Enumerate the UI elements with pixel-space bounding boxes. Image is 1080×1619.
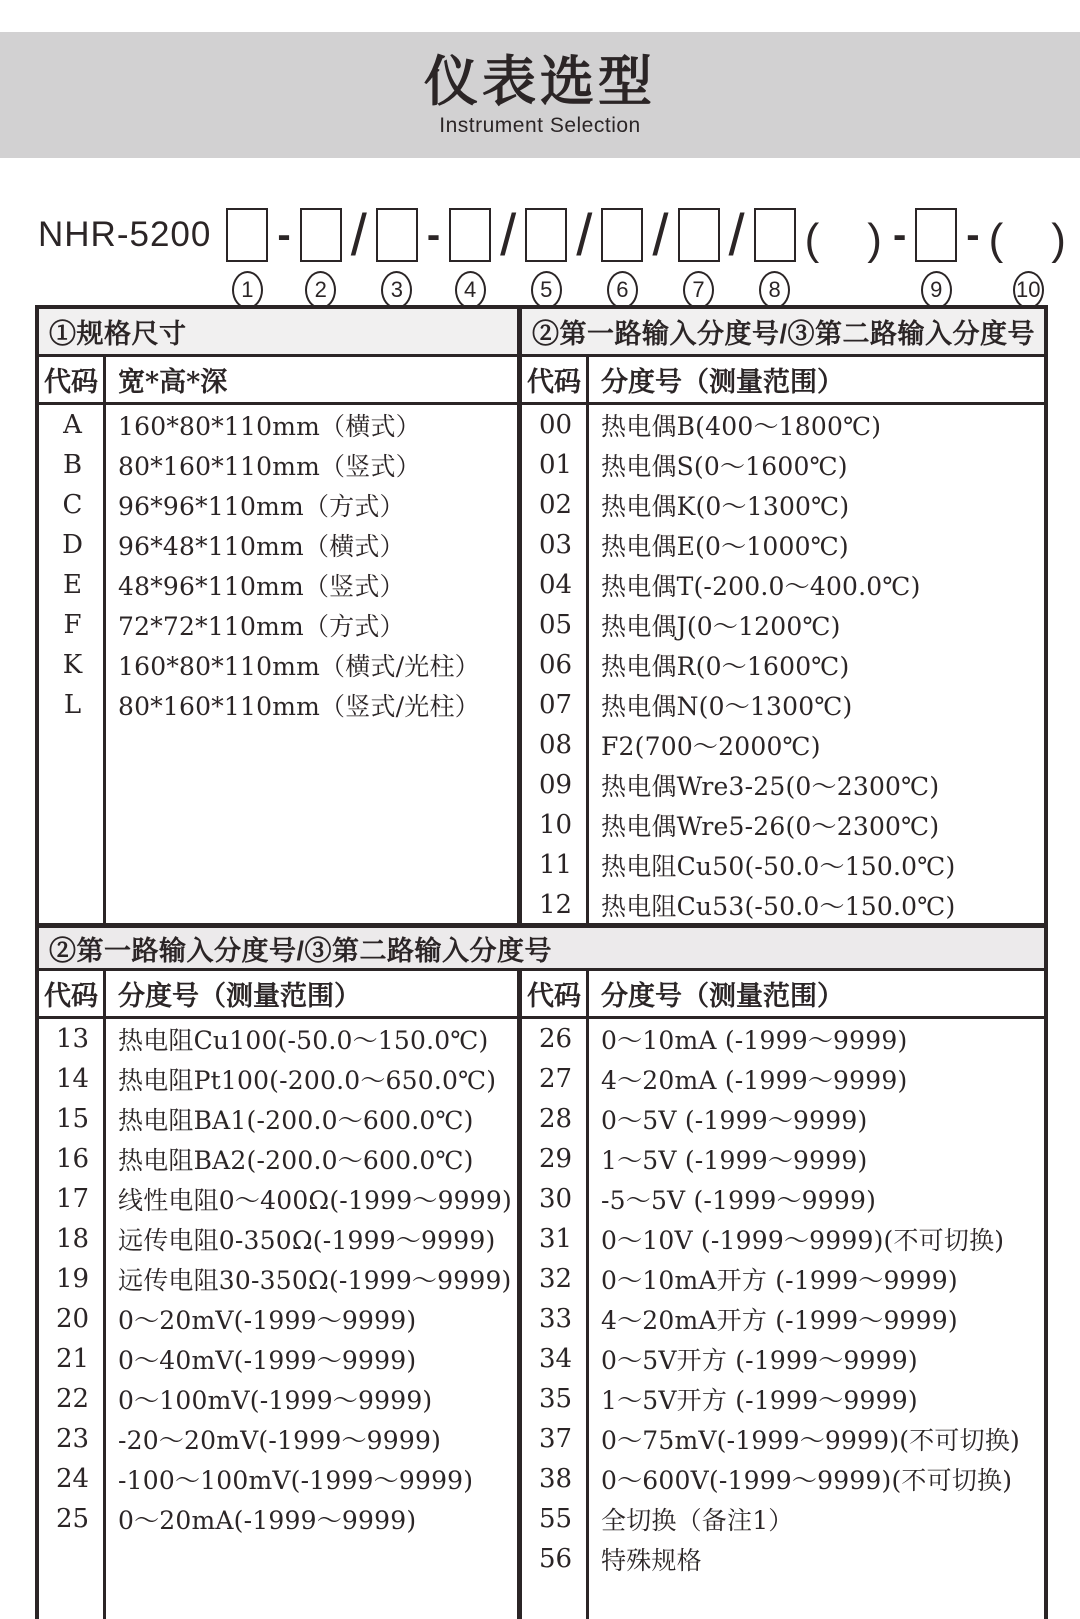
model-box [601,206,643,309]
range-column-header: 分度号（测量范围） [601,981,844,1012]
row-code: 04 [538,570,573,600]
model-box [525,206,567,309]
row-description: -20～20mV(-1999～9999) [118,1426,442,1455]
table-row [522,405,1044,445]
model-slash [500,202,517,309]
model-box-slot [754,206,796,264]
model-dash-glyph: - [426,212,441,257]
code-column-header: 代码 [522,357,589,402]
table-row [522,1419,1044,1459]
row-description: 80*160*110mm（竖式） [118,452,421,481]
row-code: L [63,690,82,720]
table-row [39,685,517,725]
row-description: 72*72*110mm（方式） [118,612,405,641]
model-code-box [376,208,418,262]
section1-spec-header: ①规格尺寸 [39,309,517,357]
row-code: 01 [538,450,573,480]
row-code: 17 [55,1184,90,1214]
section1-input-subtable [517,309,1044,923]
table-row [39,1299,517,1339]
page-subtitle: Instrument Selection [439,114,641,137]
row-code: 06 [538,650,573,680]
table-row [522,885,1044,923]
model-slash [728,202,745,309]
table-row [522,645,1044,685]
row-description: 线性电阻0～400Ω(-1999～9999) [118,1186,512,1215]
model-box-slot [449,206,491,264]
table-row [522,1539,1044,1579]
row-code: 37 [538,1424,573,1454]
table-row [522,1139,1044,1179]
row-description: 0～10V (-1999～9999)(不可切换) [601,1226,1005,1255]
row-code: 08 [538,730,573,760]
table-row [39,1179,517,1219]
table-row [522,685,1044,725]
row-description: 0～600V(-1999～9999)(不可切换) [601,1466,1013,1495]
row-description: 4～20mA开方 (-1999～9999) [601,1306,958,1335]
table-row [39,565,517,605]
row-code: 25 [55,1504,90,1534]
range-column-header: 分度号（测量范围） [601,367,844,398]
model-number-slot [232,271,263,309]
table-row [39,605,517,645]
model-box-slot [525,206,567,264]
row-code: 07 [538,690,573,720]
row-description: 160*80*110mm（横式/光柱） [118,652,480,681]
model-code-box [754,208,796,262]
row-code: 16 [55,1144,90,1174]
model-code-box [678,208,720,262]
table-row [39,1459,517,1499]
model-dash-glyph: - [966,212,980,257]
model-number-slot [1013,271,1044,309]
model-parens-glyph: ( ) [988,215,1068,264]
row-description: 0～100mV(-1999～9999) [118,1386,433,1415]
row-description: 0～20mA(-1999～9999) [118,1506,417,1535]
model-label-glyph: NHR-5200 [38,215,212,254]
row-description: 热电偶Wre5-26(0～2300℃) [601,812,940,841]
section2-header: ②第一路输入分度号/③第二路输入分度号 [39,923,1044,971]
row-description: 热电偶E(0～1000℃) [601,532,849,561]
row-code: 33 [538,1304,573,1334]
model-dash [277,206,290,309]
table-row [522,1299,1044,1339]
table-row [522,605,1044,645]
row-code: 55 [538,1504,573,1534]
table-row [39,1419,517,1459]
section1-input-column-header [522,357,1044,405]
row-description: 80*160*110mm（竖式/光柱） [118,692,480,721]
table-row [522,805,1044,845]
table-row [39,1259,517,1299]
table-row [522,1099,1044,1139]
table-row [522,445,1044,485]
row-description: 热电阻BA1(-200.0～600.0℃) [118,1106,474,1135]
row-code: 23 [55,1424,90,1454]
model-number-slot [921,271,952,309]
row-code: 18 [55,1224,90,1254]
row-code: B [62,450,83,480]
circled-number: 1 [232,271,263,309]
section1-spec-rows [39,405,517,923]
model-dash [966,206,979,309]
table-row [522,1219,1044,1259]
model-slash [576,202,593,309]
row-code: 32 [538,1264,573,1294]
model-box-slot [376,206,418,264]
model-slash-glyph: / [576,202,593,268]
circled-number: 9 [921,271,952,309]
model-dash [893,206,906,309]
model-code-box [525,208,567,262]
size-column-header: 宽*高*深 [118,367,228,398]
model-label [38,206,217,309]
row-code: D [62,530,83,560]
row-description: 热电阻Cu50(-50.0～150.0℃) [601,852,956,881]
section2-right-subtable [517,971,1044,1619]
table-row [39,1339,517,1379]
table-row [522,1019,1044,1059]
row-description: 全切换（备注1） [601,1506,794,1535]
section2-left-subtable [39,971,517,1619]
table-row [522,1499,1044,1539]
row-code: 19 [55,1264,90,1294]
row-code: 13 [55,1024,90,1054]
model-box [915,206,957,309]
page-title: 仪表选型 [424,52,656,112]
model-number-slot [683,271,714,309]
circled-number: 5 [531,271,562,309]
row-description: F2(700～2000℃) [601,732,821,761]
table-row [39,1499,517,1539]
model-slash [652,202,669,309]
row-code: 34 [538,1344,573,1374]
row-description: 1～5V (-1999～9999) [601,1146,868,1175]
circled-number: 6 [607,271,638,309]
row-description: 0～20mV(-1999～9999) [118,1306,417,1335]
row-description: 4～20mA (-1999～9999) [601,1066,908,1095]
table-row [39,1019,517,1059]
row-description: 96*48*110mm（横式） [118,532,405,561]
table-row [39,1099,517,1139]
model-dash-glyph: - [892,212,907,257]
section2-right-column-header [522,971,1044,1019]
circled-number: 3 [381,271,412,309]
row-code: 29 [538,1144,573,1174]
row-code: 30 [538,1184,573,1214]
section2-left-rows [39,1019,517,1619]
row-description: 热电偶Wre3-25(0～2300℃) [601,772,940,801]
row-description: 热电阻Cu53(-50.0～150.0℃) [601,892,956,921]
model-dash-glyph: - [277,212,291,257]
model-slash [350,202,367,309]
table-row [39,1219,517,1259]
table-row [522,1259,1044,1299]
model-number-slot [455,271,486,309]
model-slash-glyph: / [500,202,517,268]
row-code: 09 [538,770,573,800]
row-code: 28 [538,1104,573,1134]
row-description: 热电偶N(0～1300℃) [601,692,853,721]
table-row [522,1059,1044,1099]
row-description: 特殊规格 [601,1546,702,1575]
row-code: 15 [55,1104,90,1134]
model-box-slot [226,206,268,264]
model-box [754,206,796,309]
row-description: 0～10mA (-1999～9999) [601,1026,908,1055]
row-code: 03 [538,530,573,560]
model-code-line [38,202,1068,309]
circled-number: 4 [455,271,486,309]
section1-input-header: ②第一路输入分度号/③第二路输入分度号 [522,309,1044,357]
section1-spec-column-header [39,357,517,405]
model-number-slot [305,271,336,309]
model-box [678,206,720,309]
section1 [39,309,1044,923]
model-code-box [449,208,491,262]
row-description: 热电偶B(400～1800℃) [601,412,882,441]
row-description: 热电阻BA2(-200.0～600.0℃) [118,1146,474,1175]
table-row [522,1179,1044,1219]
section2-right-rows [522,1019,1044,1619]
row-description: 热电偶T(-200.0～400.0℃) [601,572,921,601]
model-box-slot [678,206,720,264]
table-row [522,725,1044,765]
section1-input-rows [522,405,1044,923]
row-code: 00 [538,410,573,440]
row-code: F [63,610,82,640]
table-row [39,445,517,485]
row-description: 0～75mV(-1999～9999)(不可切换) [601,1426,1020,1455]
row-code: 31 [538,1224,573,1254]
row-description: 0～10mA开方 (-1999～9999) [601,1266,958,1295]
row-code: 22 [55,1384,90,1414]
row-description: 0～5V开方 (-1999～9999) [601,1346,918,1375]
row-code: 26 [538,1024,573,1054]
row-code: C [62,490,83,520]
row-description: -100～100mV(-1999～9999) [118,1466,474,1495]
model-box-slot [915,206,957,264]
row-description: 160*80*110mm（横式） [118,412,421,441]
model-number-slot [607,271,638,309]
row-code: E [63,570,82,600]
row-code: 11 [538,850,573,880]
row-description: 热电偶S(0～1600℃) [601,452,848,481]
row-description: 热电偶J(0～1200℃) [601,612,841,641]
code-column-header: 代码 [39,971,106,1016]
table-row [522,1339,1044,1379]
model-box-slot [601,206,643,264]
table-row [39,1059,517,1099]
table-row [39,525,517,565]
model-code-box [915,208,957,262]
model-parens [805,206,884,309]
title-band [0,32,1080,158]
table-row [39,485,517,525]
model-box-slot [300,206,342,264]
model-number-slot [531,271,562,309]
row-description: 热电偶R(0～1600℃) [601,652,850,681]
model-slash-glyph: / [728,202,745,268]
table-row [522,845,1044,885]
row-description: 远传电阻0-350Ω(-1999～9999) [118,1226,496,1255]
row-code: K [62,650,83,680]
model-parens [989,206,1068,309]
model-box [226,206,268,309]
table-row [522,1459,1044,1499]
circled-number: 10 [1013,271,1044,309]
code-column-header: 代码 [39,357,106,402]
table-row [522,1379,1044,1419]
model-code-box [226,208,268,262]
row-code: 27 [538,1064,573,1094]
section2-left-column-header [39,971,517,1019]
row-code: 05 [538,610,573,640]
circled-number: 2 [305,271,336,309]
table-row [522,525,1044,565]
row-description: 0～40mV(-1999～9999) [118,1346,417,1375]
table-row [39,1139,517,1179]
row-description: 热电偶K(0～1300℃) [601,492,850,521]
row-code: 20 [55,1304,90,1334]
circled-number: 7 [683,271,714,309]
section2 [39,971,1044,1619]
model-code-box [300,208,342,262]
row-code: 14 [55,1064,90,1094]
table-row [522,565,1044,605]
model-box [449,206,491,309]
table-row [39,645,517,685]
model-number-slot [381,271,412,309]
table-row [39,405,517,445]
row-description: -5～5V (-1999～9999) [601,1186,877,1215]
circled-number: 8 [759,271,790,309]
table-row [522,765,1044,805]
section1-spec-subtable [39,309,517,923]
row-code: 38 [538,1464,573,1494]
row-description: 96*96*110mm（方式） [118,492,405,521]
row-code: 21 [55,1344,90,1374]
model-number-slot [759,271,790,309]
row-description: 1～5V开方 (-1999～9999) [601,1386,918,1415]
row-code: 12 [538,890,573,920]
row-description: 远传电阻30-350Ω(-1999～9999) [118,1266,512,1295]
model-box [300,206,342,309]
model-code-box [601,208,643,262]
row-description: 0～5V (-1999～9999) [601,1106,868,1135]
row-description: 热电阻Cu100(-50.0～150.0℃) [118,1026,489,1055]
table-row [39,1379,517,1419]
table-row [522,485,1044,525]
row-code: 35 [538,1384,573,1414]
row-code: 10 [538,810,573,840]
row-code: A [63,410,82,440]
model-slash-glyph: / [652,202,669,268]
model-slash-glyph: / [350,202,367,268]
row-code: 24 [55,1464,90,1494]
row-code: 56 [538,1544,573,1574]
row-description: 48*96*110mm（竖式） [118,572,405,601]
code-column-header: 代码 [522,971,589,1016]
model-dash [427,206,440,309]
model-box [376,206,418,309]
model-parens-glyph: ( ) [804,215,884,264]
row-description: 热电阻Pt100(-200.0～650.0℃) [118,1066,497,1095]
row-code: 02 [538,490,573,520]
selection-table [35,305,1048,1619]
range-column-header: 分度号（测量范围） [118,981,361,1012]
